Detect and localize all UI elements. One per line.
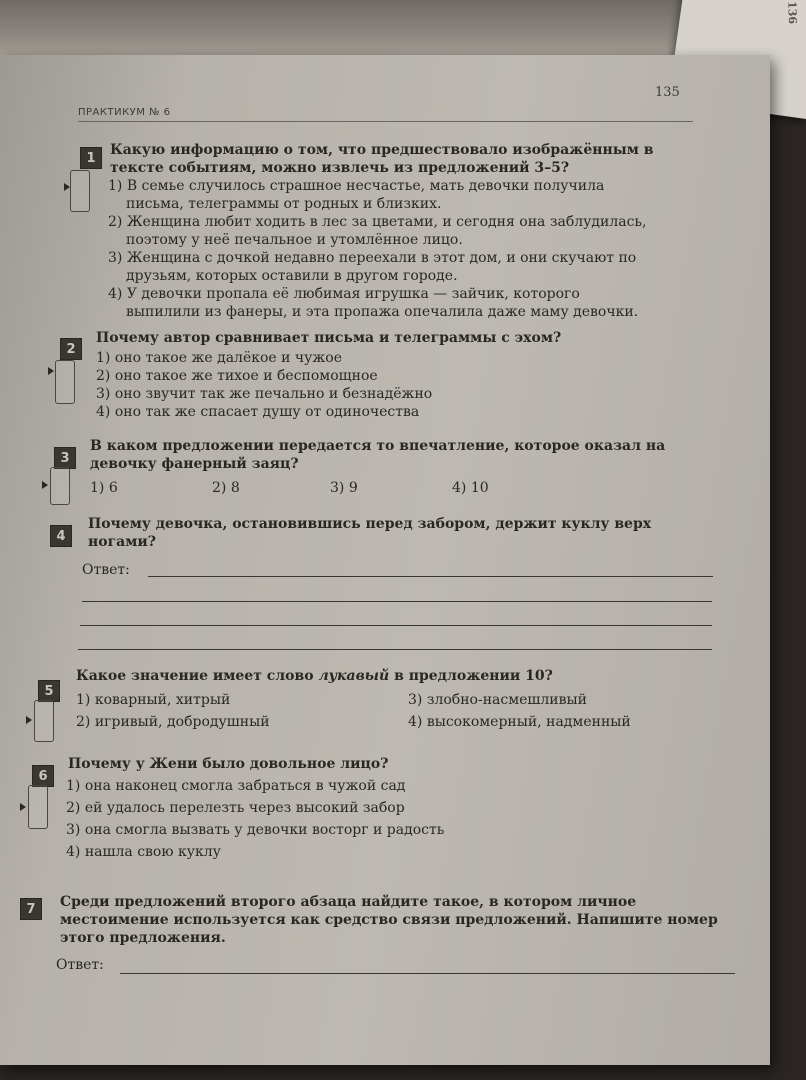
question-4-number: 4	[50, 525, 72, 547]
question-5-number: 5	[38, 680, 60, 702]
next-page-number: 136	[785, 0, 800, 25]
question-2-option-2: 2) оно такое же тихое и беспомощное	[96, 368, 378, 384]
question-3-text: В каком предложении передается то впечатление, которое оказал на девочку фанерный заяц?	[90, 438, 666, 472]
question-4-text: Почему девочка, остановившись перед забором, держит куклу верх ногами?	[88, 516, 652, 550]
question-5-text-start: Какое значение имеет слово	[76, 668, 319, 684]
question-2-marker-icon	[48, 367, 54, 375]
question-2-number: 2	[60, 338, 82, 360]
question-7-answer-label: Ответ:	[56, 957, 104, 973]
question-6-number: 6	[32, 765, 54, 787]
question-6-option-2: 2) ей удалось перелезть через высокий забор	[66, 800, 405, 816]
worksheet-page	[0, 55, 770, 1065]
question-1-option-1-cont: письма, телеграммы от родных и близких.	[126, 196, 442, 212]
question-1-option-3-cont: друзьям, которых оставили в другом городе.	[126, 268, 458, 284]
question-1-answer-box[interactable]	[70, 170, 90, 212]
question-3-answer-box[interactable]	[50, 467, 70, 505]
question-3-marker-icon	[42, 481, 48, 489]
question-6-marker-icon	[20, 803, 26, 811]
question-7-answer-line[interactable]	[120, 973, 735, 974]
question-1-option-2-cont: поэтому у неё печальное и утомлённое лицо.	[126, 232, 463, 248]
question-2-text: Почему автор сравнивает письма и телеграммы с эхом?	[96, 330, 562, 346]
header-divider	[78, 121, 693, 122]
question-3-option-3: 3) 9	[330, 480, 358, 496]
question-5-option-4: 4) высокомерный, надменный	[408, 714, 631, 730]
question-6-option-1: 1) она наконец смогла забраться в чужой сад	[66, 778, 406, 794]
question-5-option-2: 2) игривый, добродушный	[76, 714, 270, 730]
question-5-option-1: 1) коварный, хитрый	[76, 692, 231, 708]
question-3-number: 3	[54, 447, 76, 469]
question-1-option-2: 2) Женщина любит ходить в лес за цветами, и сегодня она заблудилась,	[108, 214, 647, 230]
page-number: 135	[655, 85, 680, 100]
question-5-text	[76, 667, 706, 685]
question-4-answer-label: Ответ:	[82, 562, 130, 578]
question-7-number: 7	[20, 898, 42, 920]
page-header: ПРАКТИКУМ № 6	[78, 107, 171, 118]
question-3-option-1: 1) 6	[90, 480, 118, 496]
question-2-option-4: 4) оно так же спасает душу от одиночества	[96, 404, 420, 420]
question-5-keyword: лукавый	[318, 668, 390, 684]
question-6-option-4: 4) нашла свою куклу	[66, 844, 221, 860]
question-1-number: 1	[80, 147, 102, 169]
question-6-text: Почему у Жени было довольное лицо?	[68, 756, 389, 772]
question-5-marker-icon	[26, 716, 32, 724]
question-1-option-4-cont: выпилили из фанеры, и эта пропажа опечалила даже маму девочки.	[126, 304, 639, 320]
question-1-text: Какую информацию о том, что предшествовало изображённым в тексте событиям, можно извлечь из предложений 3–5?	[110, 142, 654, 176]
question-3-option-4: 4) 10	[452, 480, 489, 496]
question-3-option-2: 2) 8	[212, 480, 240, 496]
question-2-option-1: 1) оно такое же далёкое и чужое	[96, 350, 343, 366]
question-1-option-4: 4) У девочки пропала её любимая игрушка — зайчик, которого	[108, 286, 580, 302]
question-6-answer-box[interactable]	[28, 785, 48, 829]
question-1-option-1: 1) В семье случилось страшное несчастье, мать девочки получила	[108, 178, 605, 194]
question-2-option-3: 3) оно звучит так же печально и безнадёжно	[96, 386, 433, 402]
question-2-answer-box[interactable]	[55, 360, 75, 404]
question-4-answer-line-3[interactable]	[80, 625, 712, 626]
question-4-answer-line-1[interactable]	[148, 576, 713, 577]
question-1-option-3: 3) Женщина с дочкой недавно переехали в этот дом, и они скучают по	[108, 250, 637, 266]
question-5-text-end: в предложении 10?	[389, 668, 553, 684]
question-5-option-3: 3) злобно-насмешливый	[408, 692, 587, 708]
question-4-answer-line-4[interactable]	[78, 649, 712, 650]
question-7-text: Среди предложений второго абзаца найдите такое, в котором личное местоимение используется как средство связи предложений. Напишите номер этого предложения.	[60, 894, 718, 946]
question-5-answer-box[interactable]	[34, 700, 54, 742]
question-6-option-3: 3) она смогла вызвать у девочки восторг и радость	[66, 822, 445, 838]
question-4-answer-line-2[interactable]	[82, 601, 712, 602]
question-1-marker-icon	[64, 183, 70, 191]
